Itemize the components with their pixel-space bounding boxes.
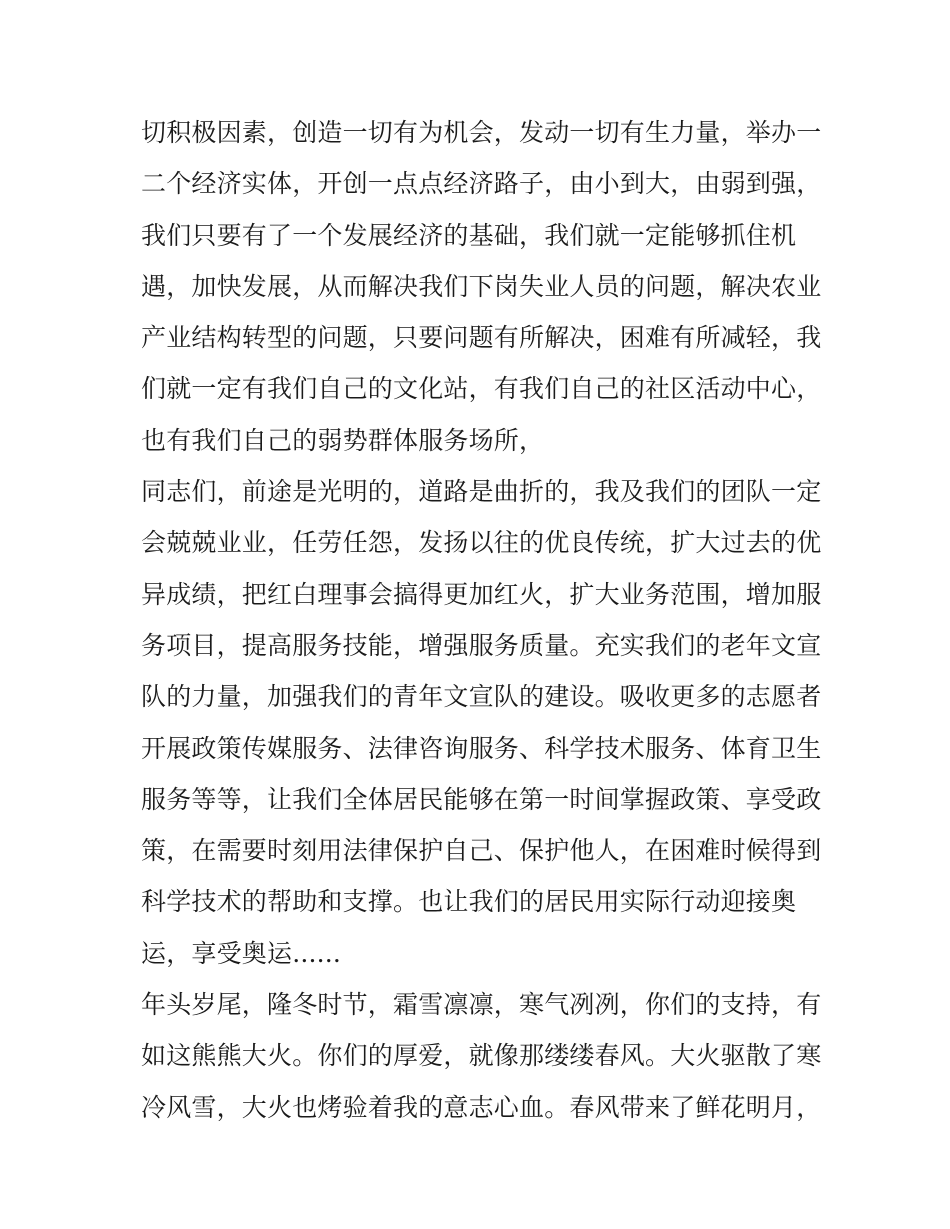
text-line: 同志们，前途是光明的，道路是曲折的，我及我们的团队一定 — [141, 477, 822, 507]
text-line: 如这熊熊大火。你们的厚爱，就像那缕缕春风。大火驱散了寒 — [141, 1041, 822, 1071]
text-line: 异成绩，把红白理事会搞得更加红火，扩大业务范围，增加服 — [141, 579, 822, 609]
text-line: 我们只要有了一个发展经济的基础，我们就一定能够抓住机 — [141, 220, 797, 250]
body-text — [141, 107, 821, 1133]
text-line: 们就一定有我们自己的文化站，有我们自己的社区活动中心， — [141, 374, 822, 404]
text-line: 也有我们自己的弱势群体服务场所， — [141, 425, 545, 455]
text-line: 产业结构转型的问题，只要问题有所解决，困难有所减轻，我 — [141, 323, 822, 353]
text-line: 务项目，提高服务技能，增强服务质量。充实我们的老年文宣 — [141, 630, 822, 660]
text-line: 切积极因素，创造一切有为机会，发动一切有生力量，举办一 — [141, 118, 822, 147]
text-line: 运，享受奥运...... — [141, 938, 342, 968]
text-line: 服务等等，让我们全体居民能够在第一时间掌握政策、享受政 — [141, 784, 822, 814]
text-line: 策，在需要时刻用法律保护自己、保护他人，在困难时候得到 — [141, 836, 822, 866]
text-line: 科学技术的帮助和支撑。也让我们的居民用实际行动迎接奥 — [141, 887, 797, 917]
text-line: 队的力量，加强我们的青年文宣队的建设。吸收更多的志愿者 — [141, 682, 822, 712]
text-line: 冷风雪，大火也烤验着我的意志心血。春风带来了鲜花明月， — [141, 1092, 822, 1122]
text-line: 会兢兢业业，任劳任怨，发扬以往的优良传统，扩大过去的优 — [141, 528, 822, 558]
text-line: 开展政策传媒服务、法律咨询服务、科学技术服务、体育卫生 — [141, 733, 822, 763]
text-line: 二个经济实体，开创一点点经济路子，由小到大，由弱到强， — [141, 169, 822, 199]
text-line: 年头岁尾，隆冬时节，霜雪凛凛，寒气冽冽，你们的支持，有 — [141, 990, 822, 1020]
text-line: 遇，加快发展，从而解决我们下岗失业人员的问题，解决农业 — [141, 271, 822, 301]
